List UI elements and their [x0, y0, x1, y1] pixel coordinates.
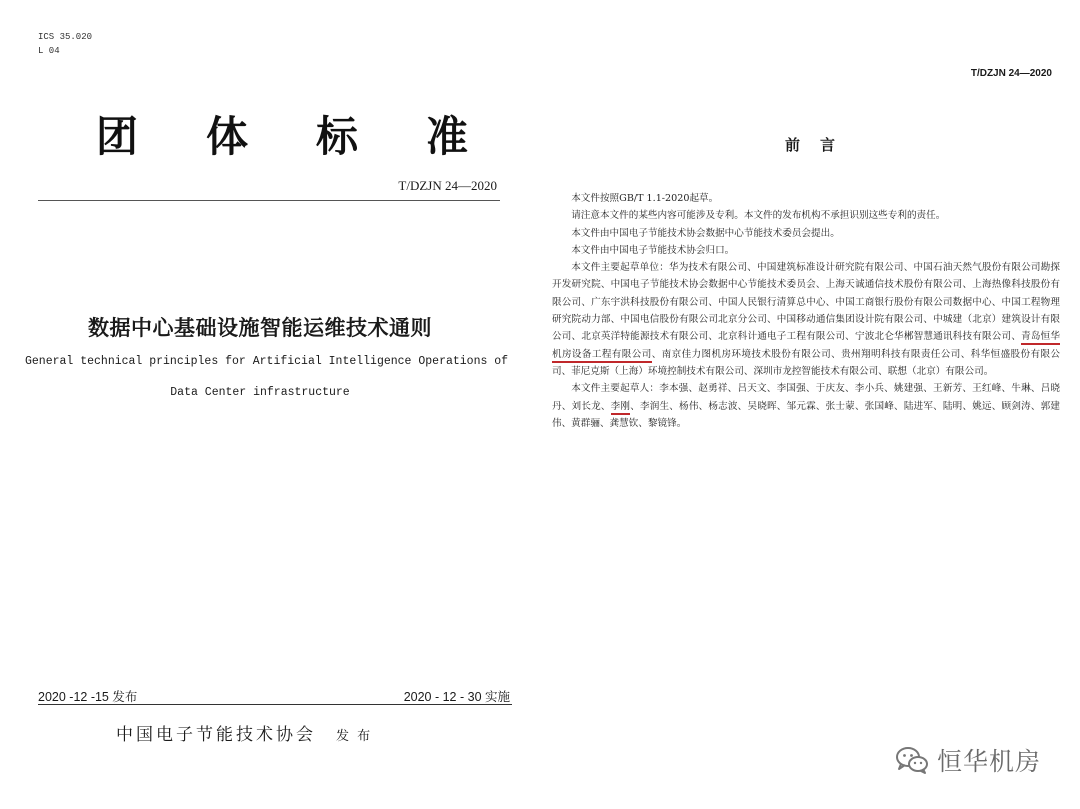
- heading-char: 团: [96, 112, 139, 161]
- heading-char: 准: [425, 112, 468, 161]
- classification-codes: [38, 30, 92, 58]
- drafters-text: 本文件主要起草人：李本强、赵勇祥、吕天文、李国强、于庆友、李小兵、姚建强、王新芳、王红峰、牛琳、吕晓丹、刘长龙、: [552, 383, 1060, 412]
- drafters-paragraph: [552, 380, 1060, 432]
- effective-date: 2020 - 12 - 30 实施: [403, 690, 510, 704]
- english-title-line-1: General technical principles for Artificial Intelligence Operations of: [25, 355, 509, 368]
- heading-char: 标: [315, 112, 358, 161]
- publish-date: 2020 -12 -15 发布: [38, 690, 138, 704]
- drafting-units-text: 本文件主要起草单位：华为技术有限公司、中国建筑标准设计研究院有限公司、中国石油天然气股份有限公司勘探开发研究院、中国电子节能技术协会数据中心节能技术委员会、上海天诚通信技术股份有限公司、上海热像科技股份有限公司、广东宇洪科技股份有限公司、中国人民银行清算总中心、中国工商银行股份有限公司数据中心、中国工程物理研究院动力部、中国电信股份有限公司北京分公司、中国移动通信集团设计院有限公司、中城建（北京）建筑设计有限公司、北京英洋特能源技术有限公司、北京科计通电子工程有限公司、宁波北仑华郴智慧通讯科技有限公司、: [552, 262, 1060, 343]
- drafting-units-text-end: 、南京佳力图机房环境技术股份有限公司、贵州翔明科技有限责任公司、科华恒盛股份有限公司、菲尼克斯（上海）环境控制技术有限公司、深圳市龙控智能技术有限公司、联想（北京）有限公司。: [552, 348, 1061, 377]
- publisher-name: 中国电子节能技术协会: [116, 725, 316, 745]
- document-title: 数据中心基础设施智能运维技术通则: [88, 316, 432, 340]
- bottom-divider: [38, 704, 512, 705]
- drafters-text-end: 、李润生、杨伟、杨志波、吴晓晖、邹元霖、张士蒙、张国峰、陆进军、陆明、姚远、顾剑涛、郭建伟、黄群骊、龚慧钦、黎镜锋。: [552, 400, 1061, 429]
- preface-body: [552, 190, 1060, 432]
- drafting-units-paragraph: [552, 259, 1060, 380]
- heading-char: 体: [205, 112, 248, 161]
- l-code: L 04: [38, 46, 60, 56]
- account-watermark: [895, 742, 1041, 778]
- date-row: [38, 687, 510, 705]
- preface-paragraph: 本文件由中国电子节能技术协会归口。: [571, 244, 735, 256]
- top-divider: [38, 200, 500, 201]
- preface-page: [540, 0, 1080, 809]
- standard-number: T/DZJN 24—2020: [398, 178, 497, 193]
- preface-paragraph: 请注意本文件的某些内容可能涉及专利。本文件的发布机构不承担识别这些专利的责任。: [571, 210, 946, 222]
- standard-type-heading: [96, 104, 468, 164]
- header-standard-number: T/DZJN 24—2020: [970, 68, 1052, 79]
- publisher-line: [116, 720, 372, 745]
- english-title-line-2: Data Center infrastructure: [170, 386, 350, 399]
- preface-heading: 前言: [784, 136, 855, 154]
- publish-action: 发 布: [336, 729, 373, 744]
- preface-paragraph: 本文件按照GB/T 1.1-2020起草。: [571, 193, 719, 204]
- preface-paragraph: 本文件由中国电子节能技术协会数据中心节能技术委员会提出。: [571, 227, 840, 239]
- highlighted-company: 青岛恒华机房设备工程有限公司: [552, 331, 1060, 362]
- ics-code: ICS 35.020: [38, 32, 93, 42]
- watermark-text: 恒华机房: [937, 747, 1042, 776]
- wechat-icon: [895, 745, 929, 775]
- highlighted-drafter: 李刚: [611, 401, 631, 415]
